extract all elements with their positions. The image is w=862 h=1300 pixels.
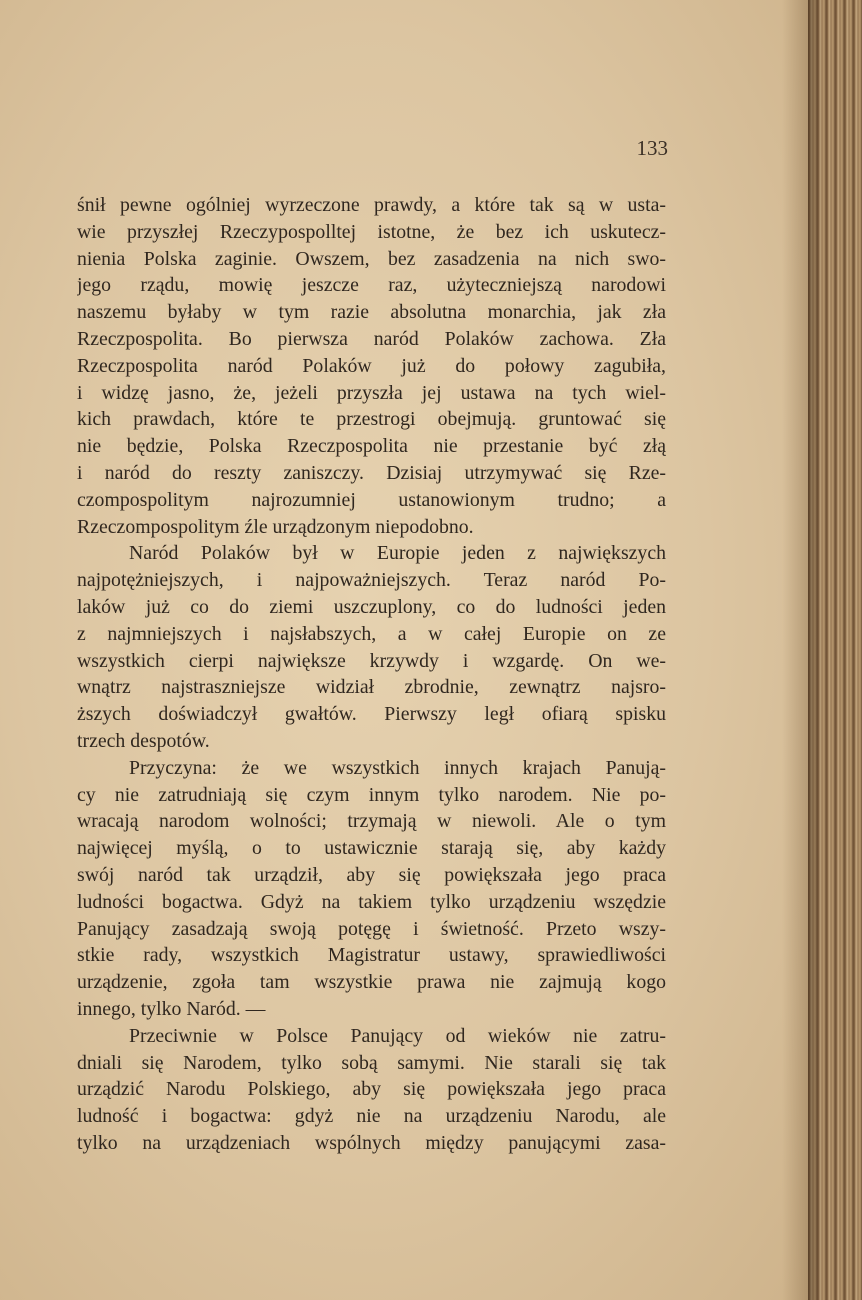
text-line: Przyczyna: że we wszystkich innych krajach Panują- (129, 756, 666, 779)
text-line: dniali się Narodem, tylko sobą samymi. Nie starali się tak (77, 1051, 666, 1074)
text-line: jego rządu, mowię jeszcze raz, użyteczniejszą narodowi (77, 274, 666, 297)
text-line: tylko na urządzeniach wspólnych między panującymi zasa- (77, 1131, 666, 1154)
text-line: Rzeczompospolitym źle urządzonym niepodobno. (77, 515, 474, 538)
text-line: Przeciwnie w Polsce Panujący od wieków nie zatru- (129, 1024, 666, 1047)
text-line: cy nie zatrudniają się czym innym tylko narodem. Nie po- (77, 783, 666, 806)
text-line: Rzeczpospolita. Bo pierwsza naród Polaków zachowa. Zła (77, 327, 666, 350)
text-line: urządzenie, zgoła tam wszystkie prawa nie zajmują kogo (77, 971, 666, 994)
text-line: ludności bogactwa. Gdyż na takiem tylko urządzeniu wszędzie (77, 890, 666, 913)
text-line: ższych doświadczył gwałtów. Pierwszy legł ofiarą spisku (77, 703, 666, 726)
text-line: kich prawdach, które te przestrogi obejmują. gruntować się (77, 408, 666, 431)
text-line: wie przyszłej Rzeczypospolltej istotne, że bez ich uskutecz- (77, 220, 666, 243)
text-line: śnił pewne ogólniej wyrzeczone prawdy, a które tak są w usta- (77, 194, 666, 216)
text-line: ludność i bogactwa: gdyż nie na urządzeniu Narodu, ale (77, 1105, 666, 1128)
text-line: czompospolitym najrozumniej ustanowionym trudno; a (77, 488, 666, 511)
text-line: najwięcej myślą, o to ustawicznie starają się, aby każdy (77, 837, 666, 860)
book-page-edges (808, 0, 862, 1300)
text-line: urządzić Narodu Polskiego, aby się powiększała jego praca (77, 1078, 666, 1101)
text-line: wszystkich cierpi największe krzywdy i wzgardę. On we- (77, 649, 666, 672)
page-gutter-shadow (782, 0, 808, 1300)
text-line: Naród Polaków był w Europie jeden z największych (129, 542, 666, 565)
text-line: nienia Polska zaginie. Owszem, bez zasadzenia na nich swo- (77, 247, 666, 270)
text-line: i widzę jasno, że, jeżeli przyszła jej ustawa na tych wiel- (77, 381, 666, 404)
page-edge-shade (808, 0, 822, 1300)
text-line: Panujący zasadzają swoją potęgę i świetność. Przeto wszy- (77, 917, 666, 940)
text-line: stkie rady, wszystkich Magistratur ustawy, sprawiedliwości (77, 944, 666, 967)
body-text (77, 192, 666, 1157)
text-line: najpotężniejszych, i najpoważniejszych. Teraz naród Po- (77, 569, 666, 592)
page-number: 133 (636, 136, 668, 160)
text-line: laków już co do ziemi uszczuplony, co do ludności jeden (77, 595, 666, 618)
text-line: nie będzie, Polska Rzeczpospolita nie przestanie być złą (77, 435, 666, 458)
text-line: swój naród tak urządził, aby się powiększała jego praca (77, 863, 666, 886)
text-line: z najmniejszych i najsłabszych, a w całej Europie on ze (77, 622, 666, 645)
text-line: Rzeczpospolita naród Polaków już do połowy zagubiła, (77, 354, 666, 377)
text-line: i naród do reszty zaniszczy. Dzisiaj utrzymywać się Rze- (77, 461, 666, 484)
text-line: naszemu byłaby w tym razie absolutna monarchia, jak zła (77, 301, 666, 324)
text-line: trzech despotów. (77, 729, 210, 752)
text-line: wnątrz najstraszniejsze widział zbrodnie, zewnątrz najsro- (77, 676, 666, 699)
text-line: innego, tylko Naród. — (77, 997, 266, 1020)
text-line: wracają narodom wolności; trzymają w niewoli. Ale o tym (77, 810, 666, 833)
